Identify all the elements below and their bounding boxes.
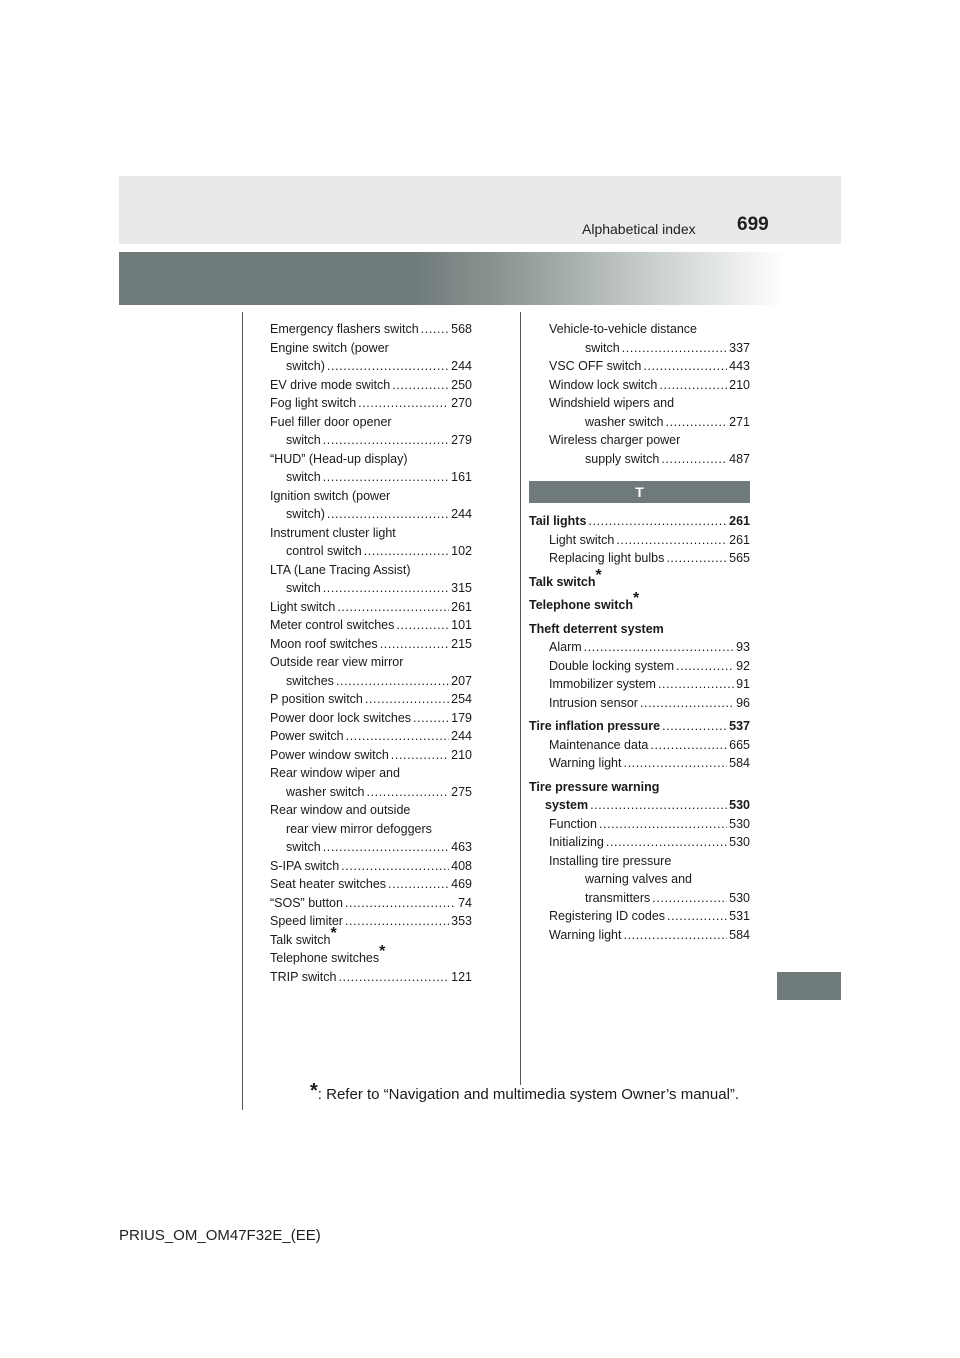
index-entry <box>270 339 472 376</box>
index-entry-line <box>270 912 472 931</box>
index-entry-line <box>549 907 750 926</box>
index-entry <box>270 924 472 950</box>
index-entry <box>529 320 750 357</box>
dot-leader <box>345 894 456 913</box>
index-page-number: 215 <box>451 636 472 651</box>
index-page-number: 261 <box>451 599 472 614</box>
dot-leader <box>367 783 450 802</box>
index-entry-line <box>270 561 472 580</box>
index-entry-line <box>270 450 472 469</box>
index-entry <box>529 620 750 639</box>
index-subentry <box>529 675 750 694</box>
index-entry <box>529 717 750 736</box>
index-page-number: 96 <box>736 695 750 710</box>
index-subentry <box>529 549 750 568</box>
index-entry-line <box>549 413 750 432</box>
index-page-number: 443 <box>729 359 750 373</box>
dot-leader <box>346 727 450 746</box>
index-column-right <box>529 320 750 944</box>
index-entry <box>529 376 750 395</box>
index-entry <box>270 394 472 413</box>
dot-leader <box>327 357 449 376</box>
index-entry <box>270 376 472 395</box>
index-page-number: 210 <box>451 747 472 762</box>
index-right-top-list <box>529 320 750 468</box>
index-entry-text: Theft deterrent system <box>529 621 664 636</box>
dot-leader <box>659 376 727 395</box>
index-entry-line <box>270 320 472 339</box>
index-entry-line <box>270 690 472 709</box>
index-page-number: 210 <box>729 377 750 392</box>
index-page-number: 469 <box>451 877 472 891</box>
index-entry <box>529 357 750 376</box>
dot-leader <box>388 875 449 894</box>
index-entry-line <box>270 339 472 358</box>
index-entry-text: Initializing <box>549 835 604 849</box>
dot-leader <box>588 512 727 531</box>
index-entry-line <box>270 968 472 987</box>
index-entry-text: washer switch <box>286 784 365 799</box>
index-entry-text: TRIP switch <box>270 969 337 984</box>
index-entry-text: switch) <box>286 507 325 521</box>
index-entry-text: Talk switch <box>270 932 331 947</box>
index-entry-text: Function <box>549 816 597 831</box>
chapter-side-tab <box>777 972 841 1000</box>
index-entry-line <box>270 894 472 913</box>
index-entry <box>270 801 472 857</box>
index-entry-text: Rear window wiper and <box>270 766 400 780</box>
footnote <box>310 1080 740 1103</box>
dot-leader <box>622 339 727 358</box>
index-page-number: 93 <box>736 640 750 654</box>
dot-leader <box>345 912 449 931</box>
index-entry <box>529 778 750 815</box>
index-page-number: 74 <box>458 895 472 910</box>
index-entry-text: Warning light <box>549 927 622 942</box>
index-entry-line <box>270 598 472 617</box>
dot-leader <box>650 736 727 755</box>
index-entry-text: Alarm <box>549 640 582 654</box>
index-entry-line <box>270 820 472 839</box>
index-page-number: 261 <box>729 514 750 528</box>
dot-leader <box>666 549 727 568</box>
index-entry-line <box>549 870 750 889</box>
index-entry <box>270 709 472 728</box>
index-entry-text: VSC OFF switch <box>549 359 642 373</box>
dot-leader <box>358 394 449 413</box>
dot-leader <box>667 907 727 926</box>
dot-leader <box>599 815 727 834</box>
dot-leader <box>624 754 728 773</box>
index-page-number: 91 <box>736 677 750 691</box>
index-page-number: 463 <box>451 840 472 854</box>
index-page-number: 487 <box>729 451 750 466</box>
dot-leader <box>336 672 449 691</box>
index-entry-line <box>549 549 750 568</box>
index-entry-text: switch <box>286 840 321 854</box>
index-page-number: 121 <box>451 969 472 984</box>
index-entry-text: transmitters <box>585 890 651 905</box>
index-entry <box>270 616 472 635</box>
dot-leader <box>396 616 449 635</box>
index-subentry <box>529 907 750 926</box>
index-entry <box>270 598 472 617</box>
footnote-text: : Refer to “Navigation and multimedia system Owner’s manual”. <box>317 1086 740 1103</box>
index-entry-line <box>549 657 750 676</box>
index-entry-line <box>549 926 750 945</box>
index-entry-text: Installing tire pressure <box>549 853 672 868</box>
index-subentry <box>529 815 750 834</box>
index-entry <box>270 524 472 561</box>
index-entry-line <box>270 616 472 635</box>
index-entry-text: Seat heater switches <box>270 877 387 891</box>
index-entry-text: Engine switch (power <box>270 340 389 355</box>
index-page-number: 250 <box>451 377 472 392</box>
index-entry-line <box>549 357 750 376</box>
index-entry <box>270 764 472 801</box>
index-subentry <box>529 694 750 713</box>
index-entry-text: Moon roof switches <box>270 636 378 651</box>
index-entry-line <box>549 833 750 852</box>
index-entry-text: washer switch <box>585 414 664 429</box>
index-entry-line <box>270 653 472 672</box>
index-page-number: 565 <box>729 551 750 565</box>
index-entry-text: switch <box>286 470 321 484</box>
index-entry-line <box>270 764 472 783</box>
index-page-number: 101 <box>451 618 472 632</box>
dot-leader <box>338 968 449 987</box>
index-entry-text: Tire pressure warning <box>529 779 660 794</box>
index-entry <box>270 727 472 746</box>
index-page-number: 261 <box>729 532 750 547</box>
dot-leader <box>584 638 734 657</box>
index-entry-line <box>549 531 750 550</box>
index-page-number: 530 <box>729 890 750 905</box>
index-entry-text: Tire inflation pressure <box>529 719 661 733</box>
index-page-number: 584 <box>729 756 750 770</box>
dot-leader <box>640 694 734 713</box>
dot-leader <box>327 505 449 524</box>
dot-leader <box>341 857 449 876</box>
index-page-number: 315 <box>451 581 472 595</box>
dot-leader <box>364 542 449 561</box>
index-entry-text: “HUD” (Head-up display) <box>270 451 408 466</box>
index-entry-text: P position switch <box>270 692 363 706</box>
index-entry <box>529 590 750 615</box>
index-page-number: 530 <box>729 798 750 812</box>
index-page-number: 271 <box>729 414 750 429</box>
index-entry-line <box>270 801 472 820</box>
index-entry-text: switches <box>286 673 334 688</box>
index-entry-text: Tail lights <box>529 514 587 528</box>
index-entry-line <box>529 620 750 639</box>
index-page-number: 279 <box>451 433 472 447</box>
section-letter: T <box>635 484 644 500</box>
index-entry-text: Rear window and outside <box>270 803 411 817</box>
dot-leader <box>323 579 449 598</box>
index-page-number: 530 <box>729 816 750 831</box>
index-page-number: 530 <box>729 835 750 849</box>
index-entry-line <box>270 709 472 728</box>
index-entry-line <box>270 838 472 857</box>
index-entry-line <box>270 875 472 894</box>
dot-leader <box>323 838 449 857</box>
index-entry-line <box>549 736 750 755</box>
dot-leader <box>616 531 727 550</box>
index-entry-line <box>549 675 750 694</box>
index-entry-line <box>270 672 472 691</box>
index-page-number: 568 <box>451 322 472 336</box>
index-entry-line <box>549 638 750 657</box>
index-entry-line <box>549 394 750 413</box>
dot-leader <box>643 357 727 376</box>
index-entry-text: Power window switch <box>270 747 389 762</box>
index-entry-line <box>549 431 750 450</box>
index-page-number: 665 <box>729 737 750 752</box>
dot-leader <box>323 468 449 487</box>
index-entry <box>270 912 472 931</box>
index-entry-line: Talk switch * <box>270 931 472 950</box>
index-page-number: 254 <box>451 692 472 706</box>
header-band <box>119 176 841 244</box>
index-entry-text: Window lock switch <box>549 377 658 392</box>
index-entry <box>529 512 750 531</box>
index-page-number: 537 <box>729 719 750 733</box>
index-entry-text: Instrument cluster light <box>270 525 396 540</box>
index-entry-line <box>270 468 472 487</box>
index-entry-text: Outside rear view mirror <box>270 655 404 669</box>
index-entry-text: Emergency flashers switch <box>270 322 419 336</box>
index-page-number: 584 <box>729 927 750 942</box>
index-entry-text: Telephone switches <box>270 951 380 965</box>
index-subentry <box>529 852 750 908</box>
dot-leader <box>676 657 734 676</box>
dot-leader <box>392 376 449 395</box>
index-entry-line <box>270 357 472 376</box>
index-page-number: 244 <box>451 359 472 373</box>
index-entry <box>270 746 472 765</box>
index-entry <box>270 690 472 709</box>
index-entry-text: Windshield wipers and <box>549 396 675 410</box>
index-entry-text: rear view mirror defoggers <box>286 821 432 836</box>
index-page-number: 270 <box>451 396 472 410</box>
index-entry-text: Talk switch <box>529 574 596 589</box>
index-entry-line <box>270 542 472 561</box>
index-page-number: 244 <box>451 729 472 743</box>
index-entry-text: Maintenance data <box>549 737 649 752</box>
index-entry-line <box>529 717 750 736</box>
index-entry-text: switch <box>286 581 321 595</box>
index-entry-line: Telephone switches * <box>270 949 472 968</box>
index-page-number: 353 <box>451 914 472 928</box>
index-entry <box>270 968 472 987</box>
index-entry-text: control switch <box>286 544 362 558</box>
dot-leader <box>323 431 449 450</box>
index-entry-text: supply switch <box>585 451 660 466</box>
index-subentry <box>529 833 750 852</box>
index-page-number: 408 <box>451 858 472 873</box>
index-entry-line <box>270 413 472 432</box>
index-entry-text: Replacing light bulbs <box>549 551 665 565</box>
index-entry <box>270 857 472 876</box>
page-number: 699 <box>737 214 769 235</box>
index-entry-line <box>270 579 472 598</box>
index-entry <box>270 487 472 524</box>
index-page-number: 531 <box>729 909 750 923</box>
index-page-number: 102 <box>451 544 472 558</box>
index-page-number: 275 <box>451 784 472 799</box>
chapter-band <box>119 252 786 305</box>
index-entry-line <box>529 796 750 815</box>
index-entry-text: “SOS” button <box>270 895 343 910</box>
index-entry-line <box>529 778 750 797</box>
index-entry-line <box>529 512 750 531</box>
index-page-number: 92 <box>736 658 750 673</box>
index-entry-line <box>270 857 472 876</box>
dot-leader <box>421 320 449 339</box>
document-id: PRIUS_OM_OM47F32E_(EE) <box>119 1227 321 1244</box>
index-entry-text: Intrusion sensor <box>549 695 638 710</box>
index-entry-text: Warning light <box>549 756 622 770</box>
index-entry-line <box>270 376 472 395</box>
index-entry-text: Fuel filler door opener <box>270 414 392 429</box>
index-subentry <box>529 754 750 773</box>
column-divider <box>520 312 521 1085</box>
index-entry-line <box>549 815 750 834</box>
index-entry-text: Speed limiter <box>270 914 343 928</box>
index-entry-line <box>270 505 472 524</box>
index-subentry <box>529 531 750 550</box>
index-subentry <box>529 638 750 657</box>
footnote-asterisk: * <box>310 1080 318 1102</box>
index-subentry <box>529 926 750 945</box>
index-entry-line <box>270 431 472 450</box>
index-entry-line <box>270 635 472 654</box>
index-subentry <box>529 657 750 676</box>
index-entry-text: warning valves and <box>585 872 693 886</box>
dot-leader <box>662 717 727 736</box>
index-entry-text: system <box>545 798 589 812</box>
index-entry-text: S-IPA switch <box>270 858 340 873</box>
dot-leader <box>624 926 728 945</box>
index-entry-line <box>270 394 472 413</box>
index-entry <box>270 635 472 654</box>
index-entry <box>270 413 472 450</box>
index-entry-text: Telephone switch <box>529 598 633 612</box>
index-page-number: 161 <box>451 470 472 484</box>
index-entry <box>270 875 472 894</box>
index-entry-text: Registering ID codes <box>549 909 666 923</box>
index-entry-line <box>270 746 472 765</box>
index-entry-text: Light switch <box>270 599 336 614</box>
index-entry-line <box>270 524 472 543</box>
dot-leader <box>413 709 449 728</box>
index-entry-text: Wireless charger power <box>549 433 681 447</box>
index-page-number: 179 <box>451 710 472 725</box>
index-entry <box>270 450 472 487</box>
index-entry-text: Ignition switch (power <box>270 488 391 503</box>
index-entry-line <box>270 727 472 746</box>
index-entry-text: switch <box>286 433 321 447</box>
index-entry-line <box>549 889 750 908</box>
dot-leader <box>658 675 734 694</box>
index-entry-text: switch) <box>286 359 325 373</box>
index-entry-text: Fog light switch <box>270 396 357 410</box>
index-entry <box>270 653 472 690</box>
section-letter-band <box>529 481 750 503</box>
index-entry-line <box>549 339 750 358</box>
index-entry-text: Power door lock switches <box>270 710 412 725</box>
dot-leader <box>365 690 449 709</box>
index-entry-line <box>549 754 750 773</box>
dot-leader <box>337 598 449 617</box>
index-entry <box>270 894 472 913</box>
index-entry-line <box>549 852 750 871</box>
index-entry-line <box>270 783 472 802</box>
dot-leader <box>652 889 727 908</box>
index-entry-text: Double locking system <box>549 658 675 673</box>
index-entry <box>270 943 472 968</box>
dot-leader <box>661 450 727 469</box>
dot-leader <box>380 635 449 654</box>
index-entry-text: Light switch <box>549 532 615 547</box>
index-entry-text: LTA (Lane Tracing Assist) <box>270 562 411 577</box>
dot-leader <box>391 746 449 765</box>
index-t-list <box>529 512 750 944</box>
dot-leader <box>606 833 727 852</box>
index-page-number: 207 <box>451 673 472 688</box>
index-entry-line: Telephone switch * <box>529 596 750 615</box>
index-entry-line <box>270 487 472 506</box>
dot-leader <box>666 413 728 432</box>
index-entry <box>529 394 750 431</box>
index-entry-text: Immobilizer system <box>549 677 656 691</box>
index-subentry <box>529 736 750 755</box>
index-entry-text: switch <box>585 340 620 355</box>
index-entry-text: Vehicle-to-vehicle distance <box>549 322 697 336</box>
index-entry <box>529 431 750 468</box>
left-margin-rule <box>242 312 243 1110</box>
section-title: Alphabetical index <box>582 221 696 237</box>
index-entry-text: Meter control switches <box>270 618 395 632</box>
index-entry <box>529 566 750 592</box>
index-entry-line <box>549 450 750 469</box>
index-entry-line: Talk switch * <box>529 573 750 592</box>
index-entry-line <box>549 376 750 395</box>
index-entry-text: EV drive mode switch <box>270 377 391 392</box>
dot-leader <box>590 796 727 815</box>
index-page-number: 337 <box>729 340 750 355</box>
index-entry <box>270 561 472 598</box>
index-entry-line <box>549 320 750 339</box>
index-entry-text: Power switch <box>270 729 344 743</box>
index-column-left <box>270 320 472 986</box>
index-entry-line <box>549 694 750 713</box>
index-entry <box>270 320 472 339</box>
index-page-number: 244 <box>451 507 472 521</box>
